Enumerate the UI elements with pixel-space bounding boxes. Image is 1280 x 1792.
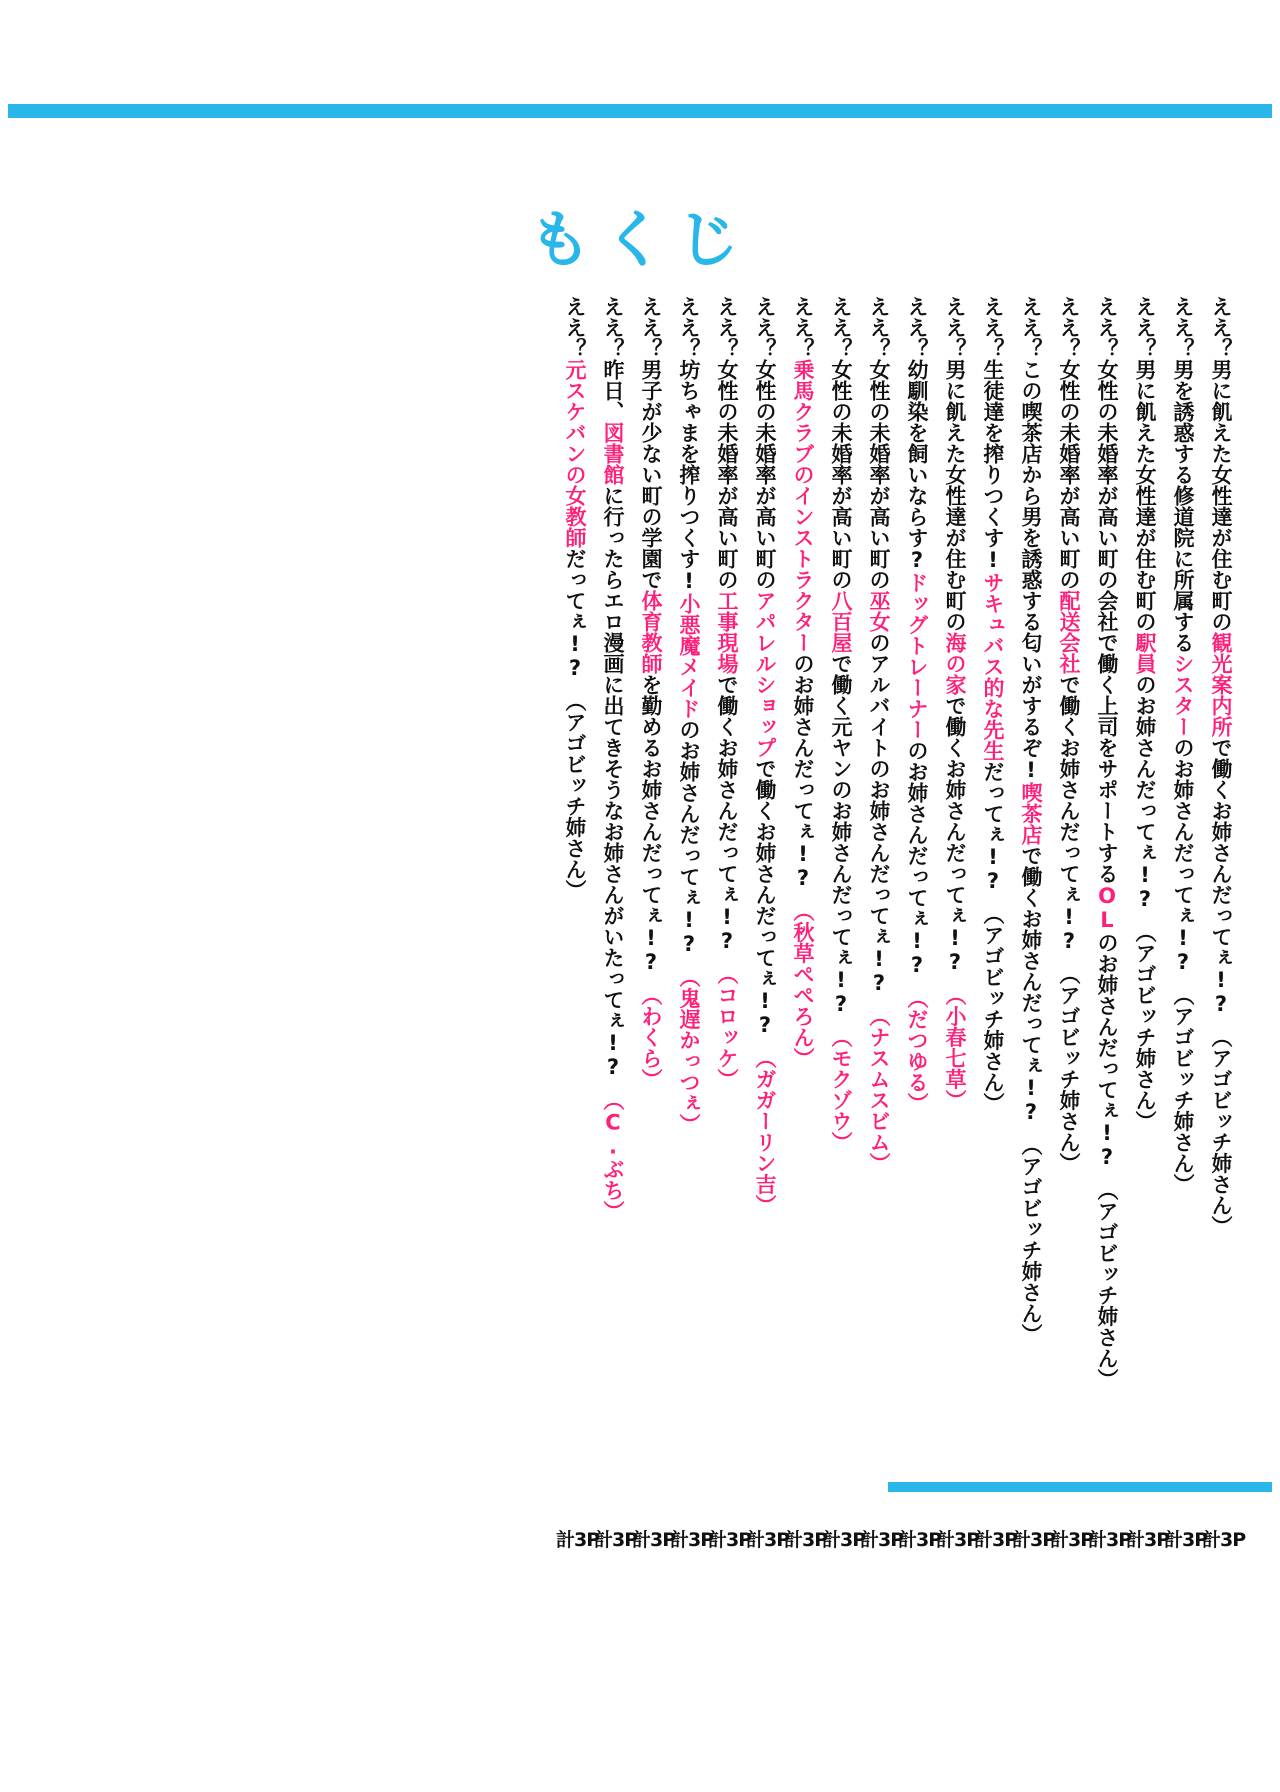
toc-entry[interactable] bbox=[898, 296, 942, 1551]
toc-entry-text-tail: のお姉さんだってぇ!? bbox=[677, 719, 701, 956]
toc-entry[interactable] bbox=[594, 296, 638, 1551]
toc-entry-text-tail: で働くお姉さんだってぇ!? bbox=[1209, 737, 1233, 1016]
toc-entry-text-tail: のお姉さんだってぇ!? bbox=[791, 653, 815, 890]
toc-entry[interactable] bbox=[556, 296, 600, 1551]
toc-entry-keyword: 体育教師 bbox=[639, 590, 663, 674]
toc-entry-text-lead: ええ？この喫茶店から男を誘惑する匂いがするぞ! bbox=[1019, 296, 1043, 782]
toc-entry-author: （アゴビッチ姉さん） bbox=[1133, 911, 1157, 1132]
toc-entry-text-lead: ええ？幼馴染を飼いならす? bbox=[905, 296, 929, 572]
toc-entry-keyword: 海の家 bbox=[943, 632, 967, 695]
toc-entry-author: （アゴビッチ姉さん） bbox=[563, 680, 587, 901]
toc-entry[interactable] bbox=[1202, 296, 1246, 1551]
toc-entry-author: （アゴビッチ姉さん） bbox=[1209, 1016, 1233, 1237]
toc-entry-text-tail: のお姉さんだってぇ!? bbox=[1133, 674, 1157, 911]
toc-entry[interactable] bbox=[1126, 296, 1170, 1551]
toc-entry-author: （C.ぶち） bbox=[601, 1079, 625, 1222]
toc-entry[interactable] bbox=[1088, 296, 1132, 1551]
toc-entry[interactable] bbox=[784, 296, 828, 1551]
toc-entry-text-tail: に行ったらエロ漫画に出てきそうなお姉さんがいたってぇ!? bbox=[601, 485, 625, 1079]
toc-entry-text-lead: ええ？昨日、 bbox=[601, 296, 625, 422]
toc-entry-author: （だつゆる） bbox=[905, 977, 929, 1114]
toc-entry-text-tail: を勤めるお姉さんだってぇ!? bbox=[639, 674, 663, 974]
toc-entry-page-count: 計3P bbox=[1126, 1529, 1170, 1551]
toc-entry-text-tail: だってぇ!? bbox=[563, 548, 587, 680]
toc-entry-text-lead: ええ？男に飢えた女性達が住む町の bbox=[1133, 296, 1157, 632]
toc-entry-text-lead: ええ？ bbox=[791, 296, 815, 359]
toc-entry-text-tail: で働くお姉さんだってぇ!? bbox=[943, 695, 967, 974]
toc-entry-text-lead: ええ？女性の未婚率が高い町の会社で働く上司をサポートする bbox=[1095, 296, 1119, 884]
toc-entry-page-count: 計3P bbox=[594, 1529, 638, 1551]
toc-entry-keyword: 八百屋 bbox=[829, 590, 853, 653]
toc-entry-page-count: 計3P bbox=[556, 1529, 600, 1551]
toc-entry-author: （ナスムスビム） bbox=[867, 995, 891, 1174]
toc-entry-text-lead: ええ？女性の未婚率が高い町の bbox=[829, 296, 853, 590]
toc-entry-text-lead: ええ？ bbox=[563, 296, 587, 359]
toc-entry-text-lead: ええ？坊ちゃまを搾りつくす! bbox=[677, 296, 701, 593]
toc-entry-page-count: 計3P bbox=[1164, 1529, 1208, 1551]
toc-entry-author: （アゴビッチ姉さん） bbox=[1019, 1124, 1043, 1345]
toc-entry-text-lead: ええ？女性の未婚率が高い町の bbox=[753, 296, 777, 590]
toc-entry-text-tail: で働くお姉さんだってぇ!? bbox=[715, 674, 739, 953]
toc-entry-page-count: 計3P bbox=[1202, 1529, 1246, 1551]
toc-entry-author: （アゴビッチ姉さん） bbox=[1095, 1169, 1119, 1390]
toc-entry-keyword: シスター bbox=[1171, 653, 1195, 737]
table-of-contents-list bbox=[60, 296, 1246, 1551]
top-divider-rule bbox=[8, 104, 1272, 118]
toc-entry-text-lead: ええ？女性の未婚率が高い町の bbox=[1057, 296, 1081, 590]
toc-entry-keyword: サキュバス的な先生 bbox=[981, 572, 1005, 761]
toc-entry-page-count: 計3P bbox=[670, 1529, 714, 1551]
toc-entry[interactable] bbox=[746, 296, 790, 1551]
toc-entry[interactable] bbox=[822, 296, 866, 1551]
toc-entry[interactable] bbox=[632, 296, 676, 1551]
toc-entry-page-count: 計3P bbox=[898, 1529, 942, 1551]
toc-entry-author: （コロッケ） bbox=[715, 953, 739, 1090]
toc-entry-author: （小春七草） bbox=[943, 974, 967, 1111]
toc-entry-text-lead: ええ？男子が少ない町の学園で bbox=[639, 296, 663, 590]
toc-entry-keyword: 配送会社 bbox=[1057, 590, 1081, 674]
toc-entry-text-tail: で働く元ヤンのお姉さんだってぇ!? bbox=[829, 653, 853, 1016]
toc-entry[interactable] bbox=[974, 296, 1018, 1551]
toc-entry-page-count: 計3P bbox=[974, 1529, 1018, 1551]
toc-entry-author: （わくら） bbox=[639, 974, 663, 1090]
toc-entry-keyword: 喫茶店 bbox=[1019, 782, 1043, 845]
toc-entry-keyword: ドッグトレーナー bbox=[905, 572, 929, 740]
toc-entry[interactable] bbox=[670, 296, 714, 1551]
toc-entry-author: （アゴビッチ姉さん） bbox=[1171, 974, 1195, 1195]
toc-entry-keyword: アパレルショップ bbox=[753, 590, 777, 758]
toc-entry-text-lead: ええ？生徒達を搾りつくす! bbox=[981, 296, 1005, 572]
toc-entry-author: （モクゾウ） bbox=[829, 1016, 853, 1153]
toc-entry-page-count: 計3P bbox=[746, 1529, 790, 1551]
toc-entry-keyword: 工事現場 bbox=[715, 590, 739, 674]
toc-entry-text-tail: のお姉さんだってぇ!? bbox=[905, 740, 929, 977]
toc-entry[interactable] bbox=[1164, 296, 1208, 1551]
toc-entry-text-lead: ええ？男を誘惑する修道院に所属する bbox=[1171, 296, 1195, 653]
toc-entry-text-tail: で働くお姉さんだってぇ!? bbox=[1019, 845, 1043, 1124]
page-title: もくじ bbox=[528, 203, 751, 276]
toc-entry[interactable] bbox=[860, 296, 904, 1551]
toc-entry-page-count: 計3P bbox=[708, 1529, 752, 1551]
toc-entry-text-tail: だってぇ!? bbox=[981, 761, 1005, 893]
toc-entry-page-count: 計3P bbox=[632, 1529, 676, 1551]
toc-entry-text-tail: のアルバイトのお姉さんだってぇ!? bbox=[867, 632, 891, 995]
toc-entry-keyword: 乗馬クラブのインストラクター bbox=[791, 359, 815, 653]
toc-entry-keyword: OL bbox=[1095, 884, 1119, 932]
toc-entry-keyword: 小悪魔メイド bbox=[677, 593, 701, 719]
toc-entry-page-count: 計3P bbox=[784, 1529, 828, 1551]
toc-entry-keyword: 観光案内所 bbox=[1209, 632, 1233, 737]
toc-entry-text-lead: ええ？男に飢えた女性達が住む町の bbox=[943, 296, 967, 632]
toc-entry-page-count: 計3P bbox=[822, 1529, 866, 1551]
toc-entry[interactable] bbox=[936, 296, 980, 1551]
toc-entry-page-count: 計3P bbox=[1050, 1529, 1094, 1551]
toc-entry-page-count: 計3P bbox=[860, 1529, 904, 1551]
toc-entry-text-tail: で働くお姉さんだってぇ!? bbox=[753, 758, 777, 1037]
toc-entry-author: （ガガーリン吉） bbox=[753, 1037, 777, 1216]
toc-entry-text-tail: で働くお姉さんだってぇ!? bbox=[1057, 674, 1081, 953]
toc-entry-page-count: 計3P bbox=[1012, 1529, 1056, 1551]
toc-entry-text-tail: のお姉さんだってぇ!? bbox=[1095, 932, 1119, 1169]
toc-entry[interactable] bbox=[708, 296, 752, 1551]
toc-entry-author: （アゴビッチ姉さん） bbox=[981, 893, 1005, 1114]
toc-entry-author: （鬼遅かっつぇ） bbox=[677, 956, 701, 1135]
toc-entry-author: （秋草ぺぺろん） bbox=[791, 890, 815, 1069]
toc-entry[interactable] bbox=[1012, 296, 1056, 1551]
bottom-divider-rule bbox=[888, 1482, 1272, 1492]
toc-entry-author: （アゴビッチ姉さん） bbox=[1057, 953, 1081, 1174]
toc-entry-page-count: 計3P bbox=[1088, 1529, 1132, 1551]
toc-entry-text-lead: ええ？女性の未婚率が高い町の bbox=[867, 296, 891, 590]
toc-entry-keyword: 元スケバンの女教師 bbox=[563, 359, 587, 548]
toc-entry-text-lead: ええ？女性の未婚率が高い町の bbox=[715, 296, 739, 590]
toc-entry-text-tail: のお姉さんだってぇ!? bbox=[1171, 737, 1195, 974]
toc-entry-keyword: 駅員 bbox=[1133, 632, 1157, 674]
toc-entry-keyword: 巫女 bbox=[867, 590, 891, 632]
toc-entry-text-lead: ええ？男に飢えた女性達が住む町の bbox=[1209, 296, 1233, 632]
toc-entry[interactable] bbox=[1050, 296, 1094, 1551]
toc-entry-page-count: 計3P bbox=[936, 1529, 980, 1551]
toc-entry-keyword: 図書館 bbox=[601, 422, 625, 485]
